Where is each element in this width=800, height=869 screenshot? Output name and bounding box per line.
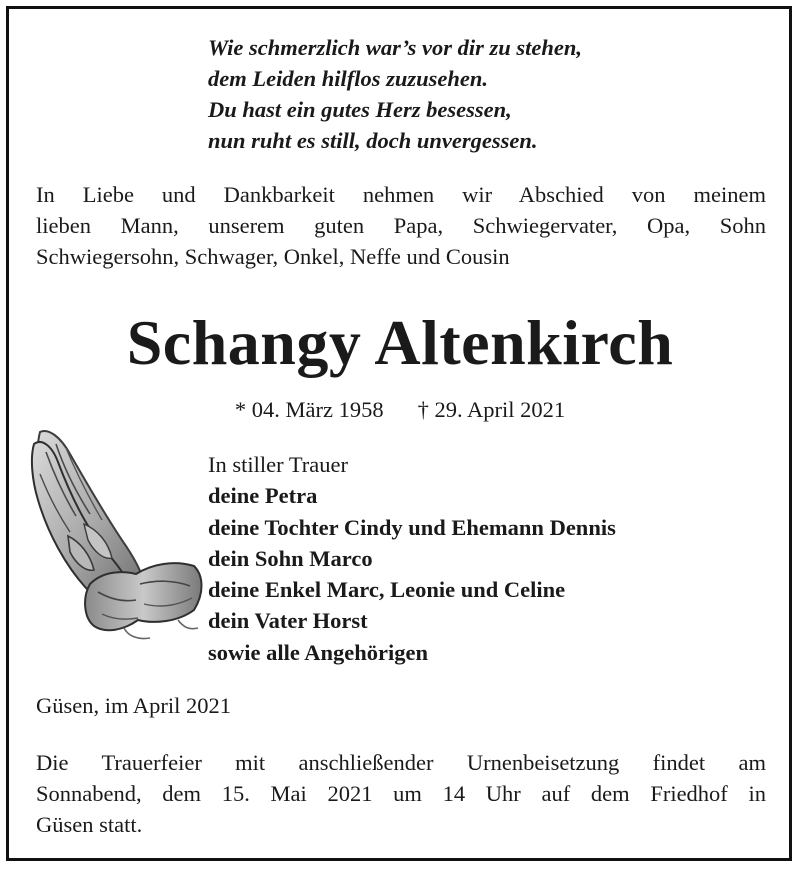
funeral-notice — [36, 747, 766, 840]
praying-hands-icon — [28, 424, 208, 646]
mourner-line: deine Petra — [208, 483, 318, 509]
mourners-list — [208, 449, 768, 668]
mourner-line: deine Enkel Marc, Leonie und Celine — [208, 577, 566, 603]
intro-line: lieben Mann, unserem guten Papa, Schwiegervater, Opa, Sohn — [36, 213, 766, 238]
memorial-poem — [208, 32, 728, 156]
poem-line: nun ruht es still, doch unvergessen. — [208, 128, 538, 153]
intro-line: In Liebe und Dankbarkeit nehmen wir Abschied von meinem — [36, 182, 766, 207]
intro-paragraph — [36, 179, 766, 272]
funeral-line: Güsen statt. — [36, 812, 143, 837]
funeral-line: Sonnabend, dem 15. Mai 2021 um 14 Uhr auf dem Friedhof in — [36, 781, 766, 806]
life-dates — [0, 395, 800, 425]
deceased-name: Schangy Altenkirch — [126, 307, 674, 378]
poem-line: dem Leiden hilflos zuzusehen. — [208, 66, 489, 91]
mourner-line: dein Vater Horst — [208, 608, 368, 634]
poem-line: Du hast ein gutes Herz besessen, — [208, 97, 512, 122]
mourner-line: sowie alle Angehörigen — [208, 639, 428, 665]
funeral-line: Die Trauerfeier mit anschließender Urnenbeisetzung findet am — [36, 750, 766, 775]
mourner-line: deine Tochter Cindy und Ehemann Dennis — [208, 514, 616, 540]
birth-date: * 04. März 1958 — [234, 397, 384, 422]
poem-line: Wie schmerzlich war’s vor dir zu stehen, — [208, 35, 582, 60]
death-date: † 29. April 2021 — [417, 397, 566, 422]
mourners-heading: In stiller Trauer — [208, 452, 348, 477]
intro-line: Schwiegersohn, Schwager, Onkel, Neffe und Cousin — [36, 244, 510, 269]
place-date: Güsen, im April 2021 — [36, 693, 231, 718]
mourner-line: dein Sohn Marco — [208, 545, 373, 571]
